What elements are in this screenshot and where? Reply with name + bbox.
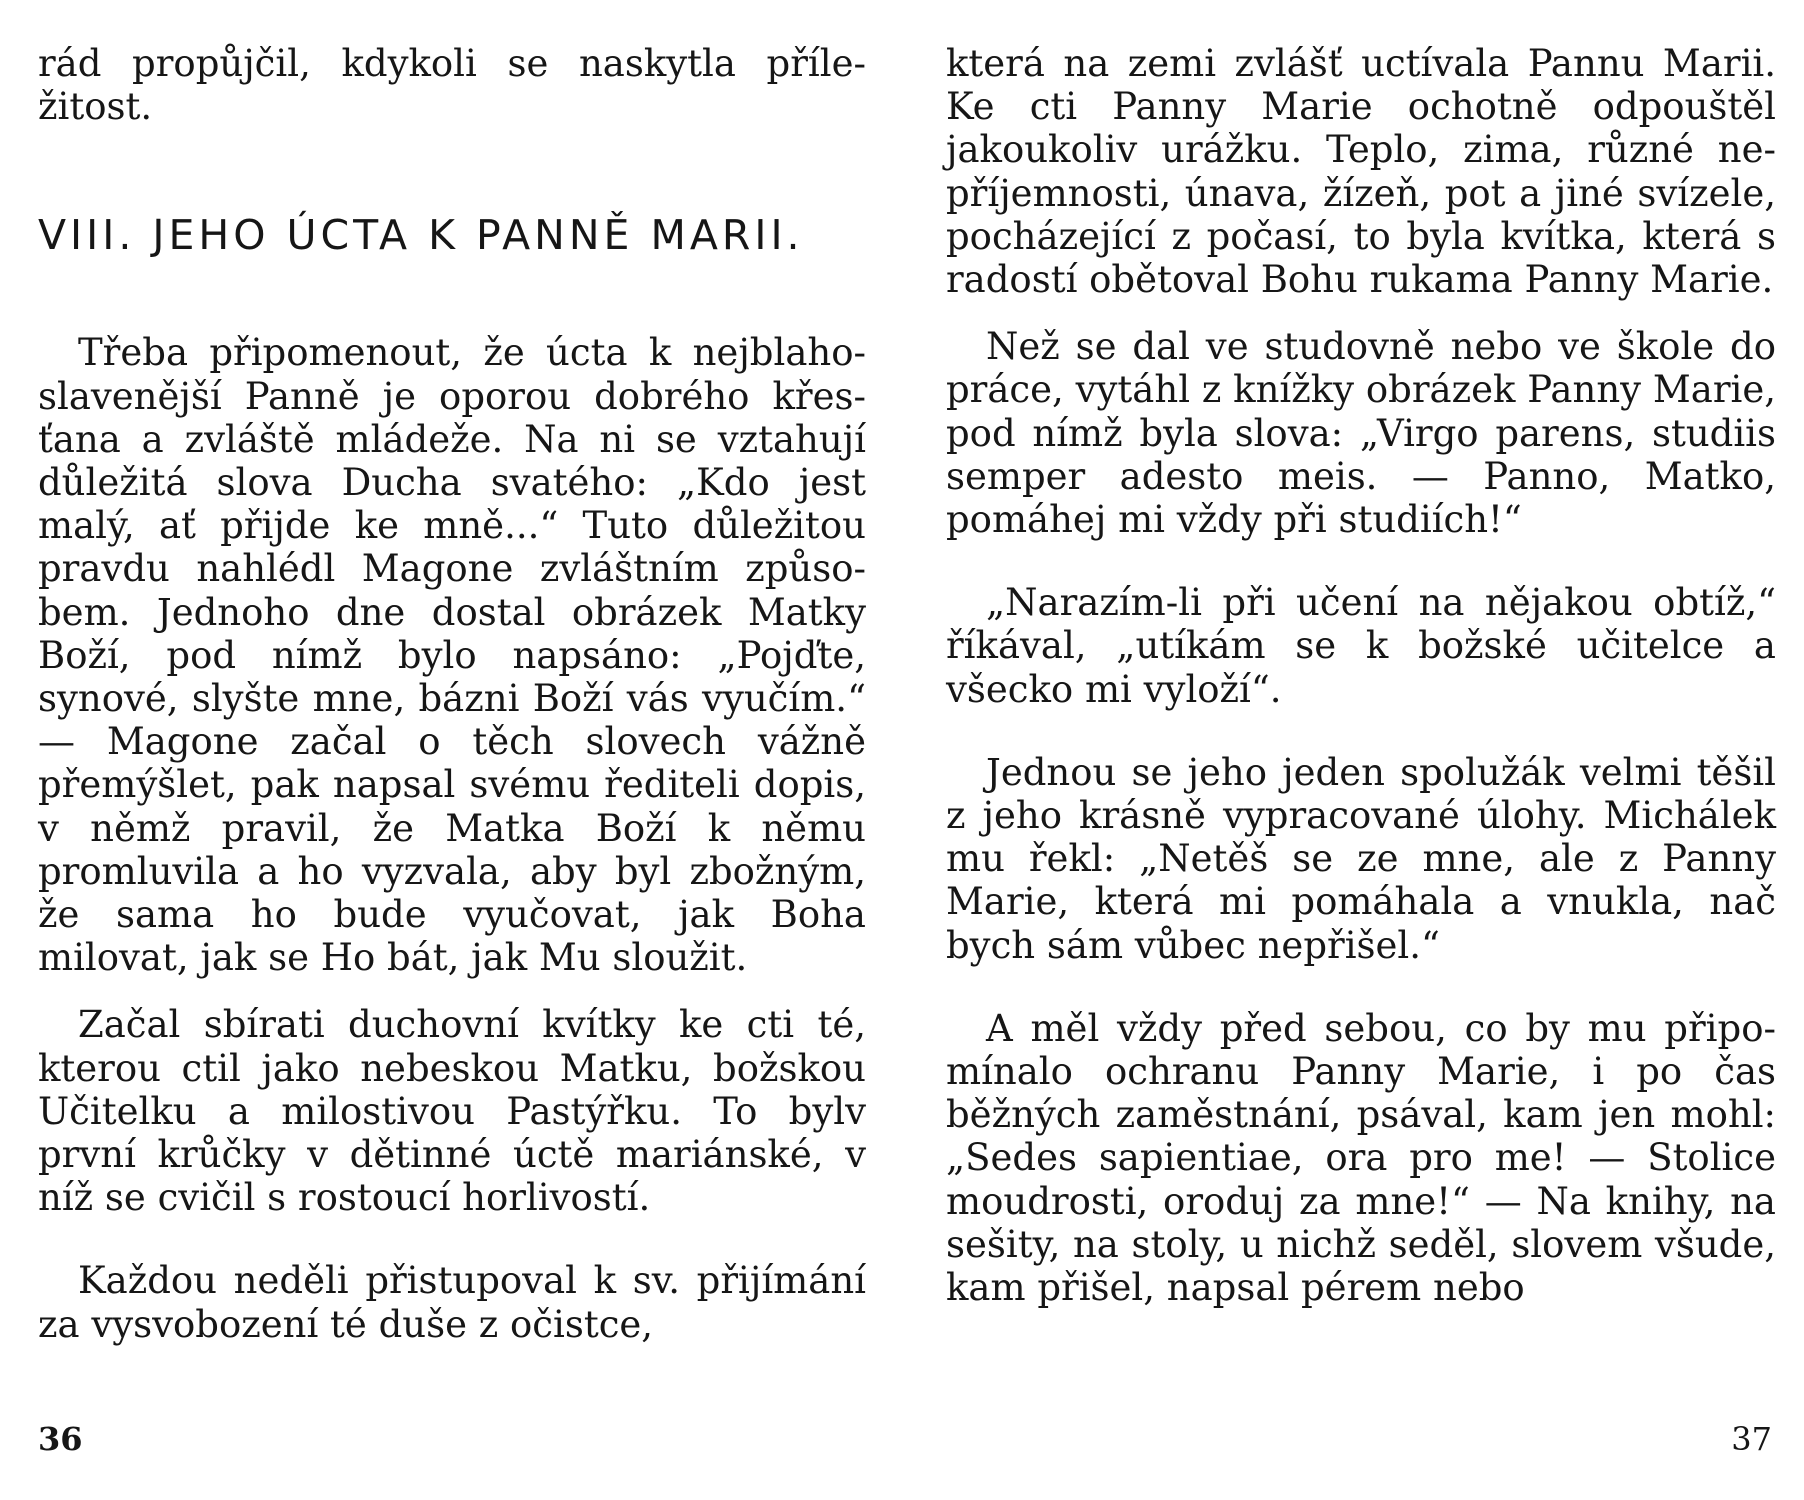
left-text-column [38, 42, 866, 1346]
paragraph: Než se dal ve studovně nebo ve škole do práce, vytáhl z knížky obrázek Panny Marie, pod nímž byla slova: „Virgo parens, studiis semper adesto meis. — Panno, Matko, pomáhej mi vždy při studiích!“ [946, 325, 1776, 542]
left-page [38, 42, 866, 1462]
page-number: 37 [1731, 1420, 1772, 1458]
paragraph: „Narazím-li při učení na nějakou obtíž,“ říkával, „utíkám se k božské učitelce a všecko mi vyloží“. [946, 581, 1776, 711]
paragraph: A měl vždy před sebou, co by mu připomínalo ochranu Panny Marie, i po čas běžných zaměstnání, psával, kam jen mohl: „Sedes sapientiae, ora pro me! — Stolice moudrosti, oroduj za mne!“ — Na knihy, na sešity, na stoly, u nichž seděl, slovem všude, kam přišel, napsal pérem nebo [946, 1006, 1776, 1310]
paragraph: Začal sbírati duchovní kvítky ke cti té, kterou ctil jako nebeskou Matku, božskou Učitelku a milostivou Pastýřku. To bylv první krůčky v dětinné úctě mariánské, v níž se cvičil s rostoucí horlivostí. [38, 1003, 866, 1220]
paragraph: Jednou se jeho jeden spolužák velmi těšil z jeho krásně vypracované úlohy. Michálek mu řekl: „Netěš se ze mne, ale z Panny Marie, která mi pomáhala a vnukla, nač bych sám vůbec nepřišel.“ [946, 750, 1776, 967]
chapter-heading: VIII. JEHO ÚCTA K PANNĚ MARII. [38, 211, 804, 260]
page-number: 36 [38, 1420, 83, 1458]
paragraph-continuation: která na zemi zvlášť uctívala Pannu Marii. Ke cti Panny Marie ochotně odpouštěl jakoukoliv urážku. Teplo, zima, různé nepříjemnosti, únava, žízeň, pot a jiné svízele, pocházející z počasí, to byla kvítka, která s radostí obětoval Bohu rukama Panny Marie. [946, 42, 1776, 302]
paragraph: Každou neděli přistupoval k sv. přijímání za vysvobození té duše z očistce, [38, 1259, 866, 1346]
paragraph: Třeba připomenout, že úcta k nejblahoslavenější Panně je oporou dobrého křesťana a zvláště mládeže. Na ni se vztahují důležitá slova Ducha svatého: „Kdo jest malý, ať přijde ke mně...“ Tuto důležitou pravdu nahlédl Magone zvláštním způsobem. Jednoho dne dostal obrázek Matky Boží, pod nímž bylo napsáno: „Pojďte, synové, slyšte mne, bázni Boží vás vyučím.“ — Magone začal o těch slovech vážně přemýšlet, pak napsal svému řediteli dopis, v němž pravil, že Matka Boží k němu promluvila a ho vyzvala, aby byl zbožným, že sama ho bude vyučovat, jak Boha milovat, jak se Ho bát, jak Mu sloužit. [38, 331, 866, 980]
paragraph-continuation: rád propůjčil, kdykoli se naskytla příležitost. [38, 42, 866, 129]
right-page [946, 42, 1776, 1462]
right-text-column [946, 42, 1776, 1309]
